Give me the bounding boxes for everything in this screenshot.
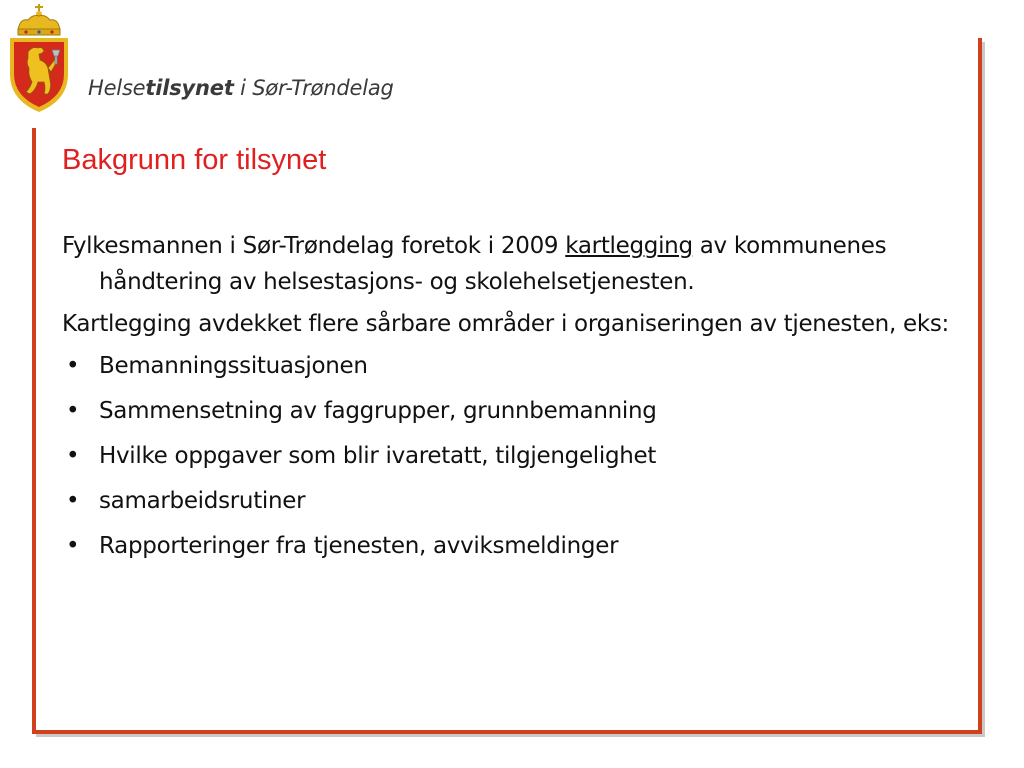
list-item bbox=[62, 483, 962, 519]
list-item-text: Bemanningssituasjonen bbox=[99, 353, 368, 379]
slide-content bbox=[62, 228, 962, 573]
bullet-icon: • bbox=[66, 398, 80, 424]
paragraph-1-underlined: kartlegging bbox=[565, 233, 693, 259]
list-item bbox=[62, 393, 962, 429]
coat-of-arms-icon bbox=[4, 2, 74, 114]
brand-suffix: i Sør-Trøndelag bbox=[233, 76, 394, 100]
paragraph-2: Kartlegging avdekket flere sårbare områder i organiseringen av tjenesten, eks: bbox=[62, 311, 949, 337]
paragraph-1 bbox=[62, 228, 962, 300]
frame-right-border bbox=[978, 38, 982, 734]
brand-bold: tilsynet bbox=[145, 76, 234, 100]
list-item bbox=[62, 348, 962, 384]
frame-shadow-right bbox=[982, 42, 985, 737]
slide-title: Bakgrunn for tilsynet bbox=[62, 144, 327, 176]
bullet-icon: • bbox=[66, 443, 80, 469]
crown-icon bbox=[18, 4, 60, 35]
frame-shadow-bottom bbox=[36, 734, 984, 737]
frame-left-border bbox=[32, 128, 36, 734]
list-item-text: Rapporteringer fra tjenesten, avviksmeldinger bbox=[99, 533, 619, 559]
list-item-text: Sammensetning av faggrupper, grunnbemanning bbox=[99, 398, 657, 424]
paragraph-1-after: av kommunenes håndtering av helsestasjons- og skolehelsetjenesten. bbox=[99, 233, 887, 295]
brand-prefix: Helse bbox=[88, 76, 146, 100]
list-item bbox=[62, 438, 962, 474]
bullet-list bbox=[62, 348, 962, 564]
bullet-icon: • bbox=[66, 488, 80, 514]
bullet-icon: • bbox=[66, 353, 80, 379]
list-item-text: Hvilke oppgaver som blir ivaretatt, tilgjengelighet bbox=[99, 443, 657, 469]
frame-bottom-border bbox=[32, 730, 982, 734]
list-item-text: samarbeidsrutiner bbox=[99, 488, 306, 514]
list-item bbox=[62, 528, 962, 564]
paragraph-1-before: Fylkesmannen i Sør-Trøndelag foretok i 2009 bbox=[62, 233, 566, 259]
bullet-icon: • bbox=[66, 533, 80, 559]
brand-name bbox=[88, 76, 394, 100]
